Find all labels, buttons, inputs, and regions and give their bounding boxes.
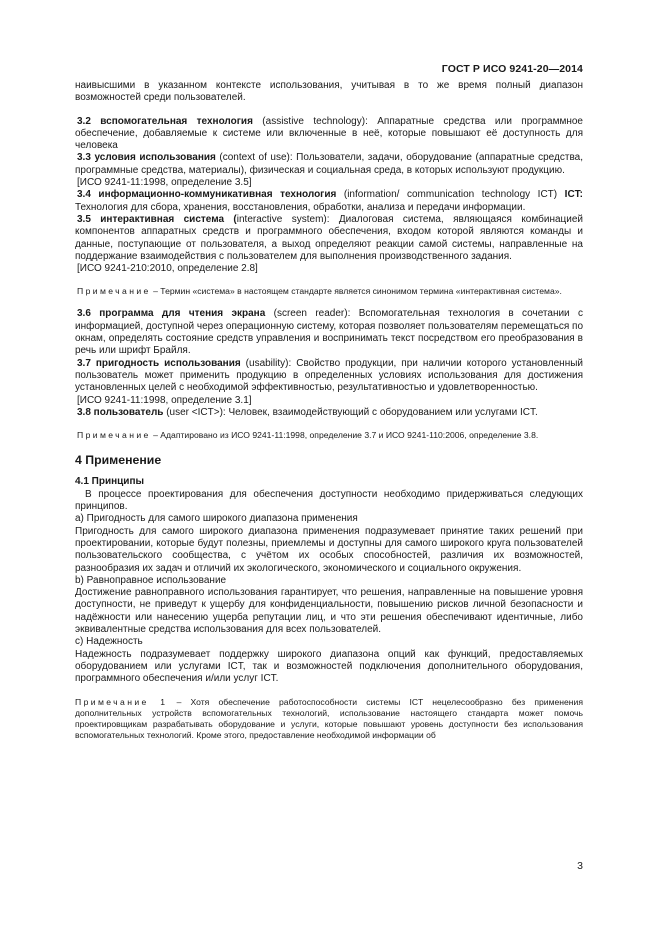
section-4-heading: 4 Применение xyxy=(75,453,162,468)
note-1-text: – Термин «система» в настоящем стандарте является синонимом термина «интерактивная система». xyxy=(150,286,562,297)
term-3-8-title: 3.8 пользователь xyxy=(77,406,164,418)
note-2-label: Примечание xyxy=(77,430,151,441)
term-3-2-title: 3.2 вспомогательная технология xyxy=(77,115,253,127)
note-2-text: – Адаптировано из ИСО 9241-11:1998, определение 3.7 и ИСО 9241-110:2006, определение 3.8. xyxy=(150,430,539,441)
term-3-8-text: (user <ICT>): Человек, взаимодействующий с оборудованием или услугами ICT. xyxy=(163,406,538,418)
term-3-2 xyxy=(75,116,583,153)
term-3-4-text2: Технология для сбора, хранения, восстановления, обработки, анализа и передачи информации. xyxy=(75,201,526,213)
term-3-3 xyxy=(75,152,583,177)
term-3-5 xyxy=(75,214,583,263)
term-3-8 xyxy=(75,407,583,419)
principle-a-text: Пригодность для самого широкого диапазона применения подразумевает принятие таких решений при проектировании, которые будут полезны, приемлемы и доступны для самого широкого круга пользователей пользовательского сообщества, с учётом их особых способностей, различия их возможностей, разнообразия их задач и отличий их экологического, экономического и социального окружения. xyxy=(75,525,583,574)
term-3-7-text: (usability): Свойство продукции, при наличии которого установленный пользователь может применить продукцию в определенных условиях использования для достижения установленных целей с необходимой эффективностью, результативностью и удовлетворенностью. xyxy=(75,357,583,394)
term-3-6-title: 3.6 программа для чтения экрана xyxy=(77,308,266,320)
principle-c-text: Надежность подразумевает поддержку широкого диапазона опций как функций, предоставляемых оборудованием или услугами ICT, так и возможностей подключения дополнительного оборудования, программного обеспечения и/или услуг ICT. xyxy=(75,648,583,685)
term-3-2-text: (assistive technology): Аппаратные средства или программное обеспечение, добавляемые к системе или включенные в неё, которые повышают её доступность для человека xyxy=(75,115,583,152)
term-3-4-text: (information/ communication technology ICT) xyxy=(336,189,558,201)
term-3-5-title: 3.5 интерактивная система ( xyxy=(77,213,237,225)
section-4-1-heading: 4.1 Принципы xyxy=(75,476,145,488)
term-3-3-text: (context of use): Пользователи, задачи, оборудование (аппаратные средства, программные средства, материалы), физическая и социальная среда, в которых используют продукцию. xyxy=(75,152,583,176)
note-1 xyxy=(75,286,583,297)
term-3-4 xyxy=(75,189,583,214)
principle-b-title: b) Равноправное использование xyxy=(75,574,227,586)
term-3-7-title: 3.7 пригодность использования xyxy=(77,357,241,369)
principle-c-title: c) Надежность xyxy=(75,636,143,648)
principle-a-title: a) Пригодность для самого широкого диапазона применения xyxy=(75,513,358,525)
term-3-4-title: 3.4 информационно-коммуникативная технология xyxy=(77,189,337,201)
term-3-6 xyxy=(75,308,583,357)
note-2 xyxy=(75,430,583,441)
term-3-5-text: interactive system): Диалоговая система, являющаяся комбинацией компонентов аппаратных средств и программного обеспечения, входом которой являются команды и данные, поступающие от пользователя, а выход определяют реакции самой системы, направленные на поддержание взаимодействия с пользователем для выполнения производственного задания. xyxy=(75,213,583,262)
term-3-3-ref: [ИСО 9241-11:1998, определение 3.5] xyxy=(77,177,252,189)
document-body xyxy=(75,80,583,741)
term-3-4-abbr: ICT: xyxy=(564,189,584,201)
intro-paragraph: наивысшими в указанном контексте использования, учитывая в то же время полный диапазон возможностей среди пользователей. xyxy=(75,80,583,104)
term-3-3-title: 3.3 условия использования xyxy=(77,152,216,164)
note-3-text: – Хотя обеспечение работоспособности системы ICT нецелесообразно без применения дополнительных устройств вспомогательных технологий, использование настоящего стандарта может помочь проектировщикам разрабатывать оборудование и услуги, которые повышают уровень доступности без использования вспомогательных технологий. Кроме этого, предоставление необходимой информации об xyxy=(75,697,583,741)
note-3-label: Примечание 1 xyxy=(75,697,168,708)
term-3-5-ref: [ИСО 9241-210:2010, определение 2.8] xyxy=(77,263,258,275)
term-3-7 xyxy=(75,358,583,395)
page-number: 3 xyxy=(577,860,583,872)
principles-intro: В процессе проектирования для обеспечения доступности необходимо придерживаться следующих принципов. xyxy=(75,488,583,513)
principle-b-text: Достижение равноправного использования гарантирует, что решения, направленные на повышение уровня доступности, не приведут к ущербу для конфиденциальности, повышению рисков личной безопасности и надёжности или нанесению ущерба репутации лиц, и что эти решения обеспечивают идентичные, либо эквивалентные средства использования для всех пользователей. xyxy=(75,587,583,635)
term-3-7-ref: [ИСО 9241-11:1998, определение 3.1] xyxy=(77,394,252,406)
document-header: ГОСТ Р ИСО 9241-20—2014 xyxy=(441,63,583,75)
term-3-6-text: (screen reader): Вспомогательная технология в сочетании с информацией, доступной через операционную систему, которая позволяет пользователям перемещаться по окнам, определять состояние средств управления и воспринимать текст посредством его преобразования в речь или шрифт Брайля. xyxy=(75,308,584,357)
note-1-label: Примечание xyxy=(77,286,151,297)
note-3 xyxy=(75,697,583,741)
